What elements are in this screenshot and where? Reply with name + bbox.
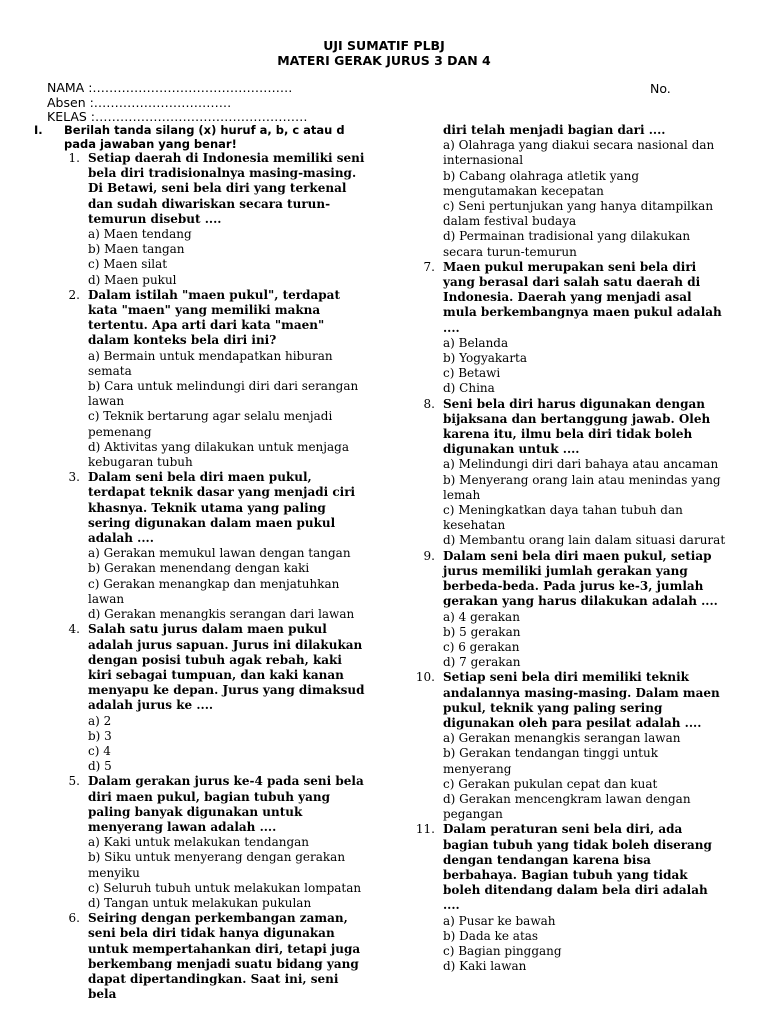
option-d[interactable]: d) China: [443, 381, 495, 396]
option-d[interactable]: d) Maen pukul: [88, 272, 177, 287]
option-c[interactable]: c) Gerakan menangkap dan menjatuhkan lawan: [88, 576, 340, 606]
question-number: 9.: [423, 548, 435, 563]
question-6: [34, 911, 368, 1002]
option-d[interactable]: d) Aktivitas yang dilakukan untuk menjaga kebugaran tubuh: [88, 439, 349, 470]
question-stem: Dalam seni bela diri maen pukul, terdapat teknik dasar yang menjadi ciri khasnya. Teknik utama yang paling sering digunakan dalam maen pukul adalah ....: [88, 470, 356, 546]
question-stem-part1: Seiring dengan perkembangan zaman, seni bela diri tidak hanya digunakan untuk mempertahankan diri, tetapi juga berkembang menjadi suatu bidang yang dapat dipertandingkan. Saat ini, seni bela: [88, 911, 361, 1002]
option-c[interactable]: c) Teknik bertarung agar selalu menjadi pemenang: [88, 409, 333, 439]
option-a[interactable]: a) 4 gerakan: [443, 609, 520, 624]
option-d[interactable]: d) Permainan tradisional yang dilakukan secara turun-temurun: [443, 229, 691, 259]
option-d[interactable]: d) Membantu orang lain dalam situasi darurat: [443, 533, 726, 548]
question-8: [413, 397, 728, 458]
right-column: [413, 123, 728, 974]
option-c[interactable]: c) Seni pertunjukan yang hanya ditampilkan dalam festival budaya: [443, 199, 714, 229]
question-stem-part2: diri telah menjadi bagian dari ....: [443, 123, 666, 137]
exam-title: UJI SUMATIF PLBJ: [323, 38, 445, 53]
question-number: 11.: [415, 822, 435, 837]
option-b[interactable]: b) Cabang olahraga atletik yang mengutamakan kecepatan: [443, 168, 640, 198]
question-number: 5.: [68, 774, 80, 789]
option-d[interactable]: d) 5: [88, 759, 112, 774]
attendance-field: Absen :……………………………: [47, 94, 232, 110]
option-a[interactable]: a) Olahraga yang diakui secara nasional dan internasional: [443, 138, 715, 168]
option-b[interactable]: b) Dada ke atas: [443, 928, 539, 943]
option-d[interactable]: d) Tangan untuk melakukan pukulan: [88, 895, 312, 910]
section-number: I.: [34, 123, 43, 137]
exam-header: [0, 38, 768, 68]
option-a[interactable]: a) Melindungi diri dari bahaya atau ancaman: [443, 457, 719, 472]
question-number: 8.: [423, 396, 435, 411]
question-7: [413, 260, 728, 336]
option-d[interactable]: d) Kaki lawan: [443, 959, 527, 974]
question-9: [413, 549, 728, 610]
question-1: [34, 151, 368, 227]
option-a[interactable]: a) Pusar ke bawah: [443, 913, 556, 928]
question-number: 6.: [68, 911, 80, 926]
option-b[interactable]: b) Siku untuk menyerang dengan gerakan menyiku: [88, 850, 346, 880]
question-3: [34, 470, 368, 546]
option-d[interactable]: d) 7 gerakan: [443, 655, 521, 670]
option-a[interactable]: a) Bermain untuk mendapatkan hiburan semata: [88, 348, 333, 378]
option-a[interactable]: a) Kaki untuk melakukan tendangan: [88, 835, 310, 850]
option-b[interactable]: b) Gerakan menendang dengan kaki: [88, 561, 310, 576]
option-a[interactable]: a) Belanda: [443, 335, 509, 350]
question-number: 2.: [68, 287, 80, 302]
option-a[interactable]: a) 2: [88, 713, 112, 728]
option-a[interactable]: a) Gerakan menangkis serangan lawan: [443, 731, 681, 746]
option-b[interactable]: b) Maen tangan: [88, 242, 185, 257]
option-c[interactable]: c) 4: [88, 743, 111, 758]
option-c[interactable]: c) Betawi: [443, 366, 501, 381]
question-5: [34, 774, 368, 835]
option-c[interactable]: c) 6 gerakan: [443, 639, 520, 654]
question-number: 1.: [68, 151, 80, 165]
instruction-text: Berilah tanda silang (x) huruf a, b, c atau d pada jawaban yang benar!: [64, 123, 345, 151]
question-number: 7.: [423, 259, 435, 274]
question-10: [413, 670, 728, 731]
name-field: NAMA :…………………………………………: [47, 80, 293, 95]
number-field: No.: [650, 81, 671, 96]
class-field: KELAS :……………………………………………: [47, 109, 308, 124]
option-d[interactable]: d) Gerakan mencengkram lawan dengan pegangan: [443, 791, 691, 822]
question-stem: Dalam seni bela diri maen pukul, setiap jurus memiliki jumlah gerakan yang berbeda-beda. Pada jurus ke-3, jumlah gerakan yang harus dilakukan adalah ....: [443, 548, 718, 609]
question-11: [413, 822, 728, 913]
instruction: [34, 123, 368, 151]
question-stem: Dalam istilah "maen pukul", terdapat kata "maen" yang memiliki makna tertentu. Apa arti dari kata "maen" dalam konteks bela diri ini?: [88, 287, 340, 348]
option-b[interactable]: b) Cara untuk melindungi diri dari serangan lawan: [88, 379, 359, 409]
question-stem: Dalam peraturan seni bela diri, ada bagian tubuh yang tidak boleh diserang dengan tendangan karena bisa berbahaya. Bagian tubuh yang tidak boleh ditendang dalam bela diri adalah ....: [443, 822, 712, 913]
option-c[interactable]: c) Seluruh tubuh untuk melakukan lompatan: [88, 880, 362, 895]
question-4: [34, 622, 368, 713]
question-2: [34, 288, 368, 349]
question-stem: Setiap seni bela diri memiliki teknik andalannya masing-masing. Dalam maen pukul, teknik yang paling sering digunakan oleh para pesilat adalah ....: [443, 670, 720, 730]
option-b[interactable]: b) Gerakan tendangan tinggi untuk menyerang: [443, 746, 659, 776]
option-a[interactable]: a) Gerakan memukul lawan dengan tangan: [88, 546, 351, 561]
question-stem: Dalam gerakan jurus ke-4 pada seni bela diri maen pukul, bagian tubuh yang paling banyak digunakan untuk menyerang lawan adalah ....: [88, 774, 364, 834]
question-number: 4.: [68, 622, 80, 637]
option-d[interactable]: d) Gerakan menangkis serangan dari lawan: [88, 607, 355, 622]
option-a[interactable]: a) Maen tendang: [88, 227, 192, 242]
option-b[interactable]: b) 5 gerakan: [443, 624, 521, 639]
option-b[interactable]: b) Menyerang orang lain atau menindas yang lemah: [443, 472, 721, 502]
question-stem: Seni bela diri harus digunakan dengan bijaksana dan bertanggung jawab. Oleh karena itu, ilmu bela diri tidak boleh digunakan untuk ....: [443, 396, 711, 457]
option-b[interactable]: b) 3: [88, 728, 112, 743]
question-stem: Maen pukul merupakan seni bela diri yang berasal dari salah satu daerah di Indonesia. Daerah yang menjadi asal mula berkembangnya maen pukul adalah ....: [443, 259, 722, 335]
question-stem: Salah satu jurus dalam maen pukul adalah jurus sapuan. Jurus ini dilakukan dengan posisi tubuh agak rebah, kaki kiri sebagai tumpuan, dan kaki kanan menyapu ke depan. Jurus yang dimaksud adalah jurus ke ....: [88, 622, 365, 713]
option-c[interactable]: c) Bagian pinggang: [443, 943, 562, 958]
question-number: 10.: [415, 670, 435, 685]
option-b[interactable]: b) Yogyakarta: [443, 351, 528, 366]
question-stem: Setiap daerah di Indonesia memiliki seni bela diri tradisionalnya masing-masing. Di Betawi, seni bela diri yang terkenal dan sudah diwariskan secara turun-temurun disebut ....: [88, 151, 365, 226]
student-identity: [47, 81, 308, 125]
option-c[interactable]: c) Gerakan pukulan cepat dan kuat: [443, 776, 658, 791]
question-number: 3.: [68, 470, 80, 485]
left-column: [34, 123, 368, 1002]
option-c[interactable]: c) Meningkatkan daya tahan tubuh dan kesehatan: [443, 503, 683, 533]
option-c[interactable]: c) Maen silat: [88, 257, 168, 272]
exam-subtitle: MATERI GERAK JURUS 3 DAN 4: [277, 53, 491, 68]
